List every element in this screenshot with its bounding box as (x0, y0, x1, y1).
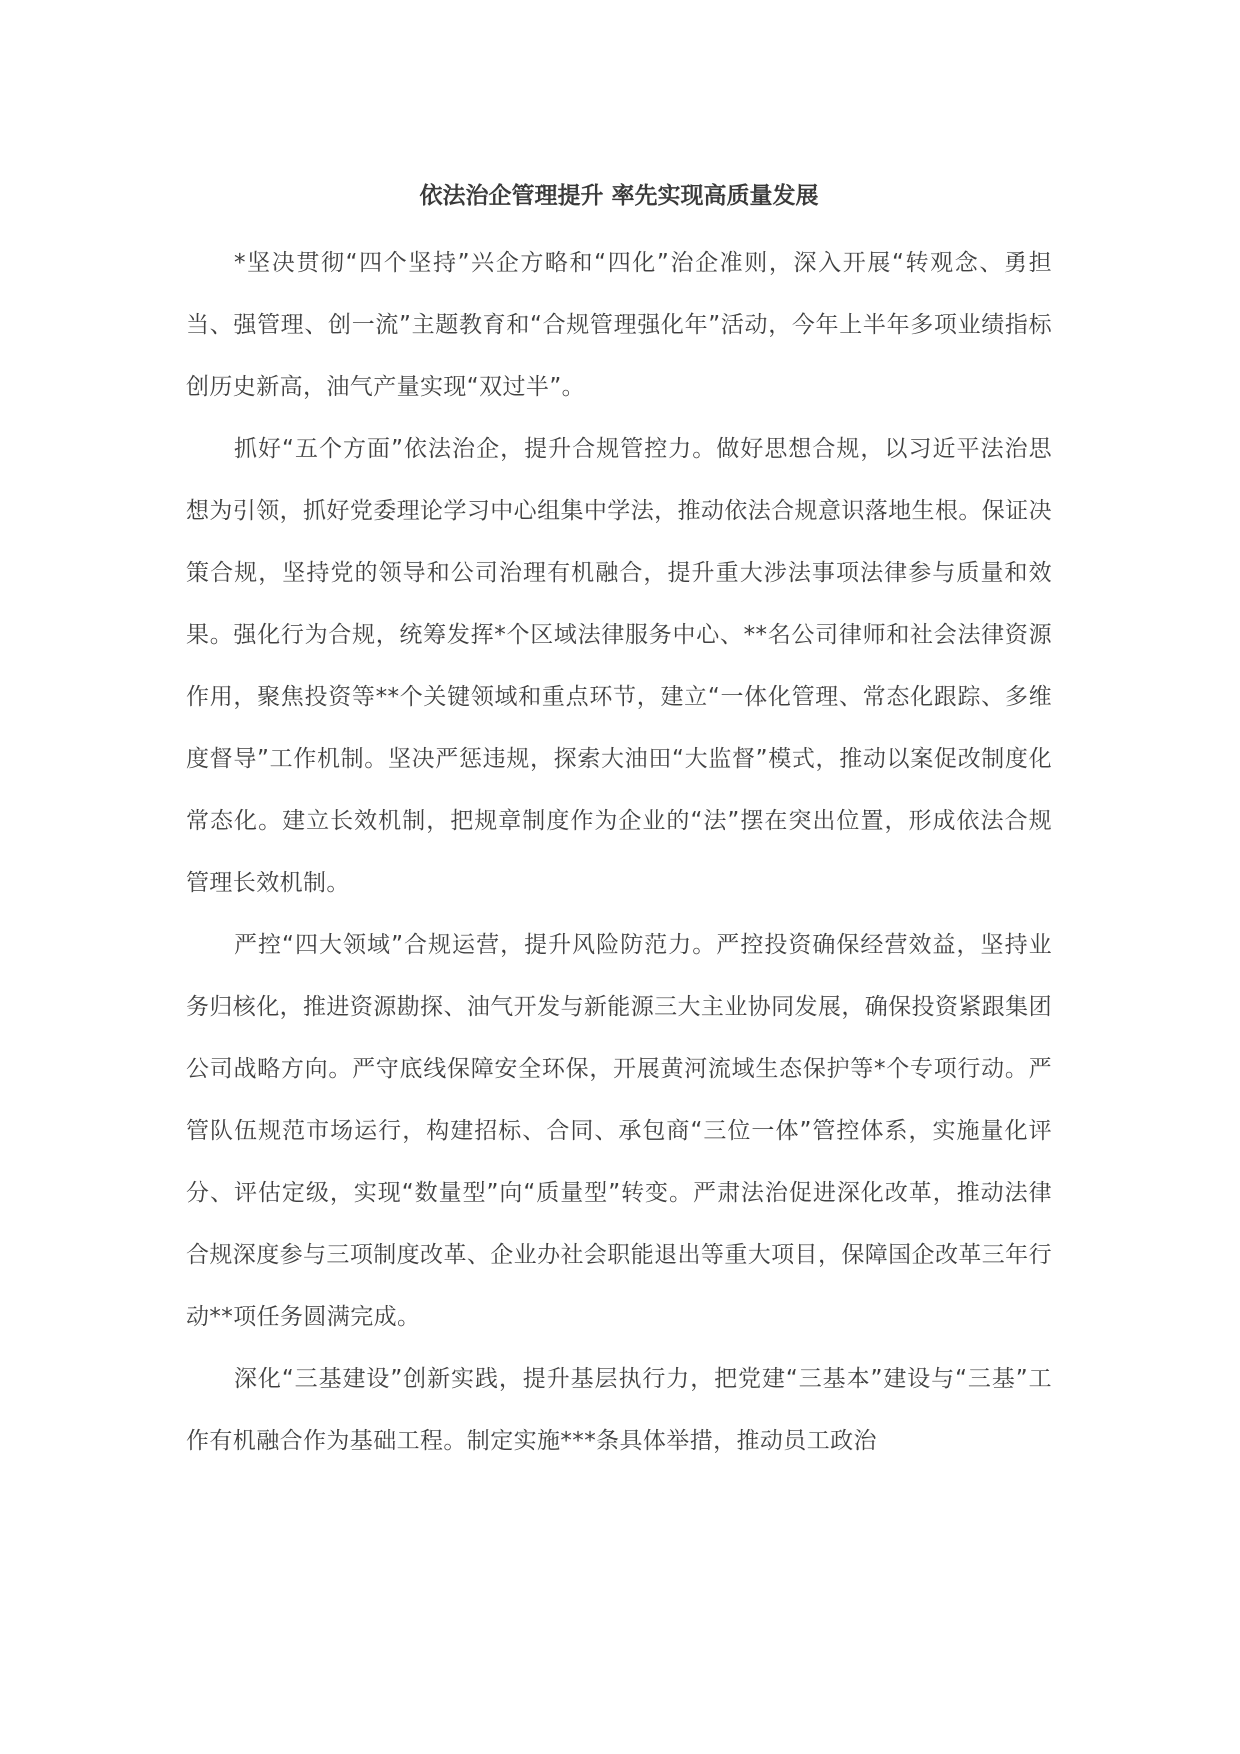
paragraph-five-aspects: 抓好“五个方面”依法治企，提升合规管控力。做好思想合规，以习近平法治思想为引领，抓好党委理论学习中心组集中学法，推动依法合规意识落地生根。保证决策合规，坚持党的领导和公司治理有机融合，提升重大涉法事项法律参与质量和效果。强化行为合规，统筹发挥*个区域法律服务中心、**名公司律师和社会法律资源作用，聚焦投资等**个关键领域和重点环节，建立“一体化管理、常态化跟踪、多维度督导”工作机制。坚决严惩违规，探索大油田“大监督”模式，推动以案促改制度化常态化。建立长效机制，把规章制度作为企业的“法”摆在突出位置，形成依法合规管理长效机制。 (186, 436, 1052, 896)
document-title: 依法治企管理提升 率先实现高质量发展 (419, 183, 819, 209)
paragraph-three-basics: 深化“三基建设”创新实践，提升基层执行力，把党建“三基本”建设与“三基”工作有机融合作为基础工程。制定实施***条具体举措，推动员工政治 (186, 1366, 1052, 1454)
document-page (186, 178, 1052, 1472)
paragraph-four-domains: 严控“四大领域”合规运营，提升风险防范力。严控投资确保经营效益，坚持业务归核化，推进资源勘探、油气开发与新能源三大主业协同发展，确保投资紧跟集团公司战略方向。严守底线保障安全环保，开展黄河流域生态保护等*个专项行动。严管队伍规范市场运行，构建招标、合同、承包商“三位一体”管控体系，实施量化评分、评估定级，实现“数量型”向“质量型”转变。严肃法治促进深化改革，推动法律合规深度参与三项制度改革、企业办社会职能退出等重大项目，保障国企改革三年行动**项任务圆满完成。 (186, 932, 1052, 1330)
paragraph-intro: *坚决贯彻“四个坚持”兴企方略和“四化”治企准则，深入开展“转观念、勇担当、强管理、创一流”主题教育和“合规管理强化年”活动，今年上半年多项业绩指标创历史新高，油气产量实现“双过半”。 (186, 250, 1052, 400)
